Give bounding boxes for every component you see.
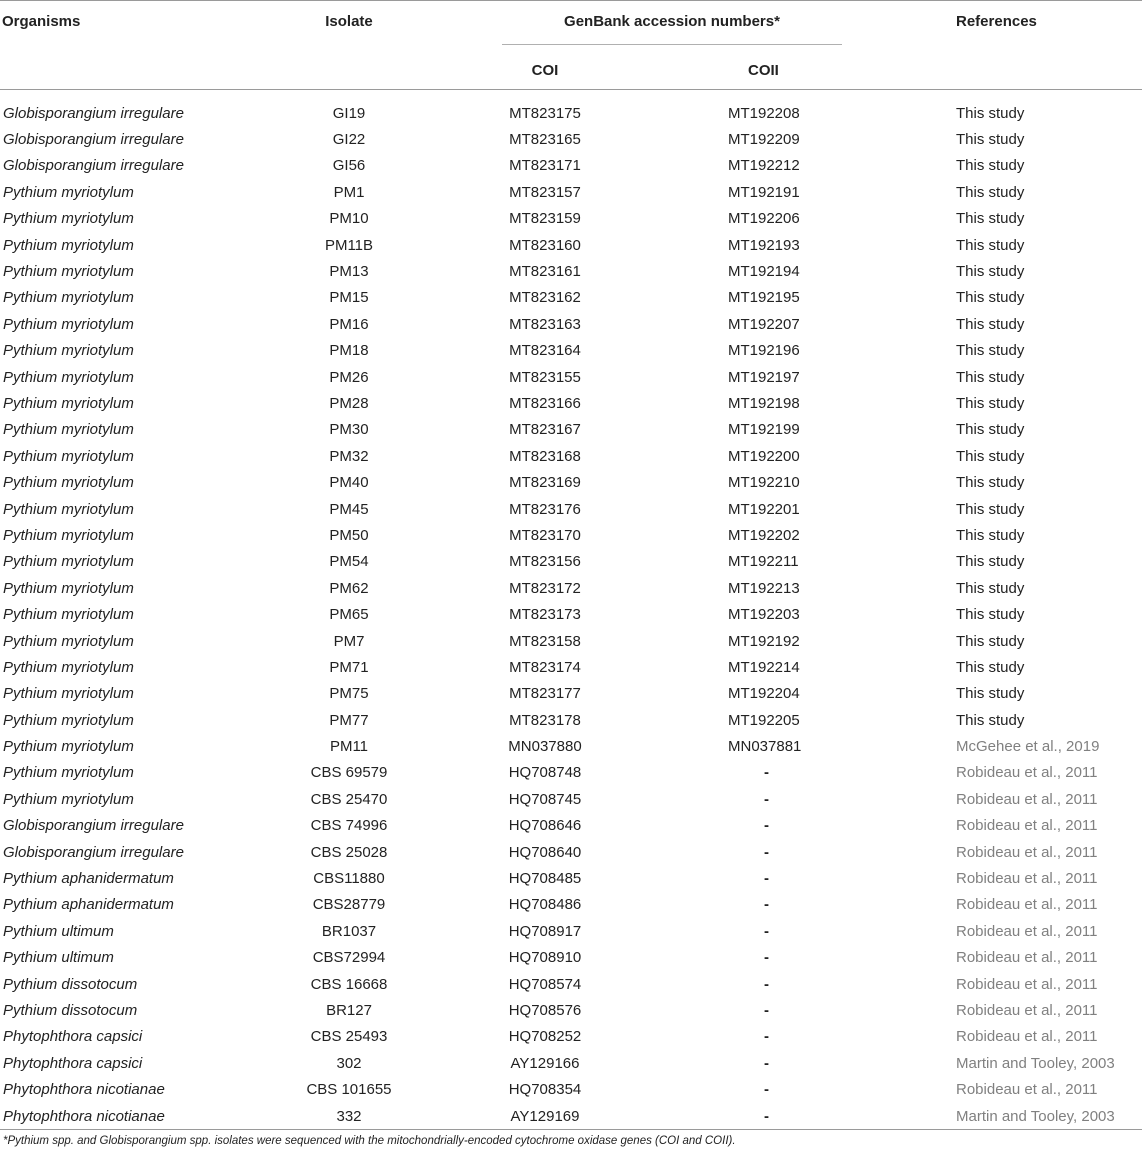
organism-cell: Pythium myriotylum <box>3 394 134 412</box>
coii-accession-cell: - <box>764 1107 769 1125</box>
organism-cell: Globisporangium irregulare <box>3 104 184 122</box>
header-references: References <box>956 13 1037 30</box>
organism-cell: Pythium myriotylum <box>3 315 134 333</box>
coii-accession-cell: MT192207 <box>728 315 800 333</box>
table-bottom-rule <box>0 1130 1142 1131</box>
organism-cell: Globisporangium irregulare <box>3 843 184 861</box>
isolate-cell: GI56 <box>332 157 366 175</box>
organism-cell: Globisporangium irregulare <box>3 131 184 149</box>
coi-accession-cell: MT823158 <box>509 632 581 650</box>
coii-accession-cell: MT192213 <box>728 579 800 597</box>
table-row <box>0 90 1142 127</box>
coi-accession-cell: HQ708748 <box>508 764 582 782</box>
organism-cell: Pythium myriotylum <box>3 579 134 597</box>
coii-accession-cell: - <box>764 1001 769 1019</box>
table-row <box>0 733 1142 759</box>
header-empty-1 <box>0 51 256 90</box>
reference-cell: This study <box>956 131 1025 149</box>
isolate-cell: PM1 <box>333 183 365 201</box>
table-row <box>0 575 1142 601</box>
table-row <box>0 390 1142 416</box>
table-row <box>0 601 1142 627</box>
reference-cell: Robideau et al., 2011 <box>956 922 1098 940</box>
reference-cell: This study <box>956 263 1025 281</box>
reference-cell: This study <box>956 368 1025 386</box>
coii-accession-cell: - <box>764 1054 769 1072</box>
reference-cell: This study <box>956 210 1025 228</box>
isolate-cell: GI22 <box>332 131 366 149</box>
coi-accession-cell: MN037880 <box>508 738 582 756</box>
isolate-cell: CBS 16668 <box>310 975 388 993</box>
table-row <box>0 1050 1142 1076</box>
reference-cell: This study <box>956 526 1025 544</box>
isolate-cell: 332 <box>336 1107 362 1125</box>
reference-cell: Robideau et al., 2011 <box>956 1001 1098 1019</box>
reference-cell: Robideau et al., 2011 <box>956 870 1098 888</box>
header-genbank: GenBank accession numbers* <box>502 13 842 45</box>
organism-cell: Pythium myriotylum <box>3 606 134 624</box>
coi-accession-cell: HQ708485 <box>508 870 582 888</box>
coii-accession-cell: - <box>764 1081 769 1099</box>
reference-cell: Robideau et al., 2011 <box>956 975 1098 993</box>
reference-cell: Robideau et al., 2011 <box>956 817 1098 835</box>
coii-accession-cell: - <box>764 949 769 967</box>
coii-accession-cell: - <box>764 843 769 861</box>
reference-cell: This study <box>956 658 1025 676</box>
reference-cell: This study <box>956 289 1025 307</box>
isolate-cell: PM13 <box>329 263 369 281</box>
coi-accession-cell: MT823168 <box>509 447 581 465</box>
coi-accession-cell: MT823176 <box>509 500 581 518</box>
organism-cell: Pythium myriotylum <box>3 474 134 492</box>
organism-cell: Pythium myriotylum <box>3 236 134 254</box>
isolate-cell: PM11 <box>329 738 369 756</box>
header-row-sub <box>0 51 1142 90</box>
organism-cell: Pythium dissotocum <box>3 1001 138 1019</box>
organism-cell: Pythium dissotocum <box>3 975 138 993</box>
coi-accession-cell: HQ708646 <box>508 817 582 835</box>
table-row <box>0 945 1142 971</box>
organism-cell: Pythium myriotylum <box>3 368 134 386</box>
header-row-top <box>0 1 1142 52</box>
header-empty-3 <box>912 51 1142 90</box>
isolate-cell: PM71 <box>329 658 369 676</box>
reference-cell: This study <box>956 579 1025 597</box>
table-row <box>0 364 1142 390</box>
reference-cell: This study <box>956 632 1025 650</box>
table-row <box>0 760 1142 786</box>
table-row <box>0 443 1142 469</box>
coii-accession-cell: MT192198 <box>728 394 800 412</box>
coi-accession-cell: HQ708640 <box>508 843 582 861</box>
coi-accession-cell: MT823164 <box>509 342 581 360</box>
header-empty-2 <box>256 51 442 90</box>
isolate-cell: CBS11880 <box>313 870 385 888</box>
coii-accession-cell: MT192214 <box>728 658 800 676</box>
organism-cell: Pythium myriotylum <box>3 738 134 756</box>
coii-accession-cell: - <box>764 790 769 808</box>
isolate-cell: PM11B <box>324 236 374 254</box>
reference-cell: This study <box>956 421 1025 439</box>
organism-cell: Pythium myriotylum <box>3 553 134 571</box>
reference-cell: McGehee et al., 2019 <box>956 738 1100 756</box>
reference-cell: Robideau et al., 2011 <box>956 949 1098 967</box>
reference-cell: Martin and Tooley, 2003 <box>956 1107 1115 1125</box>
organism-cell: Phytophthora nicotianae <box>3 1081 165 1099</box>
coii-accession-cell: MT192210 <box>728 474 800 492</box>
isolate-cell: PM30 <box>329 421 369 439</box>
coi-accession-cell: HQ708910 <box>508 949 582 967</box>
table-row <box>0 813 1142 839</box>
isolate-cell: PM18 <box>329 342 369 360</box>
reference-cell: Robideau et al., 2011 <box>956 790 1098 808</box>
organism-cell: Pythium myriotylum <box>3 263 134 281</box>
isolate-cell: CBS 69579 <box>310 764 388 782</box>
table-row <box>0 918 1142 944</box>
table-row <box>0 311 1142 337</box>
coii-accession-cell: MT192199 <box>728 421 800 439</box>
table-row <box>0 971 1142 997</box>
isolate-cell: PM28 <box>329 394 369 412</box>
isolate-cell: PM7 <box>333 632 365 650</box>
coii-accession-cell: MT192196 <box>728 342 800 360</box>
header-genbank-group <box>442 1 912 52</box>
table-row <box>0 997 1142 1023</box>
coii-accession-cell: MT192194 <box>728 263 800 281</box>
organism-cell: Pythium myriotylum <box>3 658 134 676</box>
reference-cell: This study <box>956 474 1025 492</box>
coii-accession-cell: - <box>764 764 769 782</box>
isolate-cell: CBS 25028 <box>310 843 388 861</box>
table-row <box>0 258 1142 284</box>
organism-cell: Phytophthora capsici <box>3 1028 143 1046</box>
organism-cell: Pythium aphanidermatum <box>3 870 174 888</box>
isolate-cell: PM77 <box>329 711 369 729</box>
reference-cell: Robideau et al., 2011 <box>956 764 1098 782</box>
coii-accession-cell: MT192211 <box>728 553 799 571</box>
coii-accession-cell: MT192191 <box>728 183 800 201</box>
reference-cell: This study <box>956 183 1025 201</box>
table-row <box>0 338 1142 364</box>
isolate-cell: CBS 74996 <box>310 817 388 835</box>
coii-accession-cell: MT192193 <box>728 236 800 254</box>
reference-cell: This study <box>956 104 1025 122</box>
reference-cell: Robideau et al., 2011 <box>956 896 1098 914</box>
reference-cell: This study <box>956 447 1025 465</box>
organism-cell: Pythium myriotylum <box>3 685 134 703</box>
coi-accession-cell: HQ708354 <box>508 1081 582 1099</box>
organism-cell: Pythium myriotylum <box>3 183 134 201</box>
table-row <box>0 1103 1142 1130</box>
isolate-cell: PM32 <box>329 447 369 465</box>
table-header <box>0 1 1142 90</box>
isolate-cell: PM26 <box>329 368 369 386</box>
organism-cell: Globisporangium irregulare <box>3 157 184 175</box>
isolate-cell: PM62 <box>329 579 369 597</box>
table-row <box>0 496 1142 522</box>
isolate-cell: CBS 25493 <box>310 1028 388 1046</box>
reference-cell: Martin and Tooley, 2003 <box>956 1054 1115 1072</box>
reference-cell: This study <box>956 500 1025 518</box>
reference-cell: This study <box>956 553 1025 571</box>
isolate-cell: PM40 <box>329 474 369 492</box>
coi-accession-cell: HQ708486 <box>508 896 582 914</box>
isolate-cell: PM54 <box>329 553 369 571</box>
isolate-cell: CBS72994 <box>312 949 386 967</box>
coi-accession-cell: MT823155 <box>509 368 581 386</box>
coi-accession-cell: MT823159 <box>509 210 581 228</box>
header-organisms: Organisms <box>2 13 81 30</box>
coii-accession-cell: - <box>764 922 769 940</box>
isolate-cell: PM50 <box>329 526 369 544</box>
organism-cell: Phytophthora nicotianae <box>3 1107 165 1125</box>
table-row <box>0 628 1142 654</box>
coii-accession-cell: - <box>764 896 769 914</box>
isolate-cell: PM65 <box>329 606 369 624</box>
organism-cell: Pythium myriotylum <box>3 711 134 729</box>
coi-accession-cell: AY129169 <box>510 1107 580 1125</box>
organism-cell: Pythium myriotylum <box>3 764 134 782</box>
organism-cell: Pythium ultimum <box>3 949 114 967</box>
organism-cell: Pythium aphanidermatum <box>3 896 174 914</box>
reference-cell: Robideau et al., 2011 <box>956 843 1098 861</box>
table-row <box>0 126 1142 152</box>
reference-cell: Robideau et al., 2011 <box>956 1081 1098 1099</box>
table-row <box>0 206 1142 232</box>
table-body <box>0 90 1142 1131</box>
isolate-cell: BR1037 <box>321 922 377 940</box>
coi-accession-cell: HQ708745 <box>508 790 582 808</box>
coi-accession-cell: MT823175 <box>509 104 581 122</box>
table-footnote: *Pythium spp. and Globisporangium spp. isolates were sequenced with the mitochondrially-encoded cytochrome oxidase genes (COI and COII). <box>3 1135 736 1147</box>
isolate-cell: 302 <box>336 1054 362 1072</box>
organism-cell: Phytophthora capsici <box>3 1054 143 1072</box>
table-row <box>0 417 1142 443</box>
organism-cell: Pythium myriotylum <box>3 289 134 307</box>
coii-accession-cell: MT192201 <box>728 500 800 518</box>
coi-accession-cell: HQ708576 <box>508 1001 582 1019</box>
table-row <box>0 179 1142 205</box>
isolate-cell: CBS 25470 <box>310 790 388 808</box>
bottom-rule-cell <box>0 1130 1142 1131</box>
table-row <box>0 865 1142 891</box>
reference-cell: This study <box>956 711 1025 729</box>
coi-accession-cell: MT823167 <box>509 421 581 439</box>
table-row <box>0 549 1142 575</box>
reference-cell: This study <box>956 342 1025 360</box>
organism-cell: Pythium myriotylum <box>3 447 134 465</box>
table-row <box>0 469 1142 495</box>
coi-accession-cell: MT823165 <box>509 131 581 149</box>
coi-accession-cell: MT823174 <box>509 658 581 676</box>
coi-accession-cell: HQ708917 <box>508 922 582 940</box>
isolate-cell: PM45 <box>329 500 369 518</box>
reference-cell: This study <box>956 236 1025 254</box>
organism-cell: Pythium ultimum <box>3 922 114 940</box>
coii-accession-cell: MT192204 <box>728 685 800 703</box>
coi-accession-cell: MT823173 <box>509 606 581 624</box>
coi-accession-cell: MT823166 <box>509 394 581 412</box>
isolate-cell: PM10 <box>329 210 369 228</box>
isolate-cell: BR127 <box>326 1001 372 1019</box>
coii-accession-cell: - <box>764 1028 769 1046</box>
coii-accession-cell: - <box>764 817 769 835</box>
coii-accession-cell: MN037881 <box>728 738 802 756</box>
organism-cell: Globisporangium irregulare <box>3 817 184 835</box>
coi-accession-cell: HQ708252 <box>508 1028 582 1046</box>
organism-cell: Pythium myriotylum <box>3 342 134 360</box>
coii-accession-cell: MT192192 <box>728 632 800 650</box>
coii-accession-cell: - <box>764 975 769 993</box>
coi-accession-cell: MT823170 <box>509 526 581 544</box>
reference-cell: This study <box>956 606 1025 624</box>
organism-cell: Pythium myriotylum <box>3 526 134 544</box>
table-row <box>0 1024 1142 1050</box>
organism-cell: Pythium myriotylum <box>3 421 134 439</box>
coi-accession-cell: MT823161 <box>509 263 581 281</box>
coii-accession-cell: MT192203 <box>728 606 800 624</box>
reference-cell: This study <box>956 315 1025 333</box>
coii-accession-cell: MT192209 <box>728 131 800 149</box>
isolate-cell: PM16 <box>329 315 369 333</box>
coii-accession-cell: MT192197 <box>728 368 800 386</box>
reference-cell: Robideau et al., 2011 <box>956 1028 1098 1046</box>
coi-accession-cell: MT823162 <box>509 289 581 307</box>
coii-accession-cell: MT192205 <box>728 711 800 729</box>
coi-accession-cell: MT823178 <box>509 711 581 729</box>
header-isolate: Isolate <box>325 13 373 30</box>
coii-accession-cell: MT192206 <box>728 210 800 228</box>
reference-cell: This study <box>956 685 1025 703</box>
coii-accession-cell: MT192202 <box>728 526 800 544</box>
coi-accession-cell: MT823156 <box>509 553 581 571</box>
table-row <box>0 654 1142 680</box>
table-row <box>0 892 1142 918</box>
table-row <box>0 153 1142 179</box>
isolate-cell: CBS28779 <box>312 896 386 914</box>
table-row <box>0 707 1142 733</box>
table-row <box>0 232 1142 258</box>
reference-cell: This study <box>956 157 1025 175</box>
organism-cell: Pythium myriotylum <box>3 500 134 518</box>
coi-accession-cell: MT823172 <box>509 579 581 597</box>
coi-accession-cell: MT823157 <box>509 183 581 201</box>
table-row <box>0 522 1142 548</box>
coi-accession-cell: MT823160 <box>509 236 581 254</box>
organism-cell: Pythium myriotylum <box>3 632 134 650</box>
isolate-cell: CBS 101655 <box>306 1081 392 1099</box>
isolate-cell: PM75 <box>329 685 369 703</box>
coii-accession-cell: MT192200 <box>728 447 800 465</box>
coii-accession-cell: MT192212 <box>728 157 800 175</box>
organism-cell: Pythium myriotylum <box>3 790 134 808</box>
isolate-cell: PM15 <box>329 289 369 307</box>
table-row <box>0 839 1142 865</box>
isolate-cell: GI19 <box>332 104 366 122</box>
coii-accession-cell: - <box>764 870 769 888</box>
coi-accession-cell: MT823163 <box>509 315 581 333</box>
coi-accession-cell: MT823169 <box>509 474 581 492</box>
coi-accession-cell: MT823177 <box>509 685 581 703</box>
header-coi: COI <box>531 61 559 79</box>
coi-accession-cell: MT823171 <box>509 157 581 175</box>
table-row <box>0 285 1142 311</box>
table-row <box>0 1076 1142 1102</box>
organism-cell: Pythium myriotylum <box>3 210 134 228</box>
coii-accession-cell: MT192195 <box>728 289 800 307</box>
header-coii: COII <box>748 61 779 79</box>
reference-cell: This study <box>956 394 1025 412</box>
coii-accession-cell: MT192208 <box>728 104 800 122</box>
coi-accession-cell: HQ708574 <box>508 975 582 993</box>
table-row <box>0 681 1142 707</box>
coi-accession-cell: AY129166 <box>510 1054 580 1072</box>
table-row <box>0 786 1142 812</box>
